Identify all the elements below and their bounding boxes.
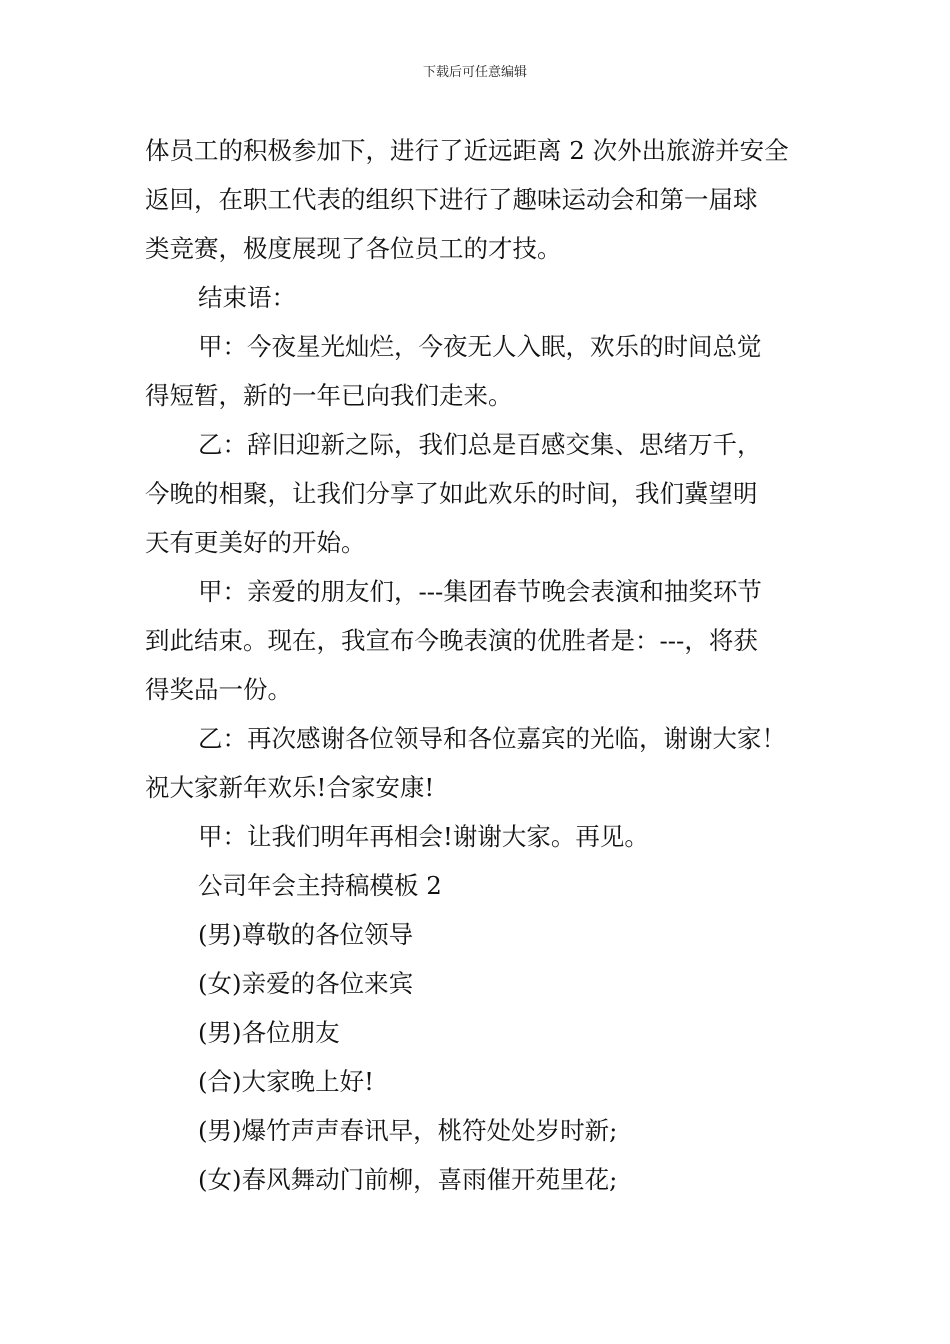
paragraph-line: 乙：再次感谢各位领导和各位嘉宾的光临，谢谢大家！	[198, 724, 786, 753]
paragraph-line: (男)爆竹声声春讯早，桃符处处岁时新;	[198, 1116, 618, 1145]
paragraph-line: 返回，在职工代表的组织下进行了趣味运动会和第一届球	[145, 185, 758, 214]
paragraph-line: 天有更美好的开始。	[145, 528, 366, 557]
paragraph-line: 得短暂，新的一年已向我们走来。	[145, 381, 513, 410]
paragraph-line: (女)亲爱的各位来宾	[198, 969, 414, 998]
paragraph-line: 祝大家新年欢乐!合家安康!	[145, 773, 435, 802]
paragraph-line: 乙：辞旧迎新之际，我们总是百感交集、思绪万千，	[198, 430, 762, 459]
paragraph-line: 今晚的相聚，让我们分享了如此欢乐的时间，我们冀望明	[145, 479, 758, 508]
paragraph-line: 类竞赛，极度展现了各位员工的才技。	[145, 234, 562, 263]
paragraph-line: 甲：让我们明年再相会!谢谢大家。再见。	[198, 822, 649, 851]
paragraph-line: (男)尊敬的各位领导	[198, 920, 414, 949]
paragraph-line: 甲：今夜星光灿烂，今夜无人入眠，欢乐的时间总觉	[198, 332, 762, 361]
paragraph-line: (女)春风舞动门前柳，喜雨催开苑里花;	[198, 1165, 618, 1194]
paragraph-line: 结束语：	[198, 283, 296, 312]
document-body	[145, 126, 810, 1204]
paragraph-line: 甲：亲爱的朋友们，---集团春节晚会表演和抽奖环节	[198, 577, 762, 606]
paragraph-line: (男)各位朋友	[198, 1018, 340, 1047]
paragraph-line: 得奖品一份。	[145, 675, 292, 704]
page-header: 下载后可任意编辑	[422, 65, 527, 80]
paragraph-line: 体员工的积极参加下，进行了近远距离 2 次外出旅游并安全	[145, 136, 789, 165]
paragraph-line: 到此结束。现在，我宣布今晚表演的优胜者是：---，将获	[145, 626, 758, 655]
paragraph-line: (合)大家晚上好!	[198, 1067, 374, 1096]
paragraph-line: 公司年会主持稿模板 2	[198, 871, 442, 900]
